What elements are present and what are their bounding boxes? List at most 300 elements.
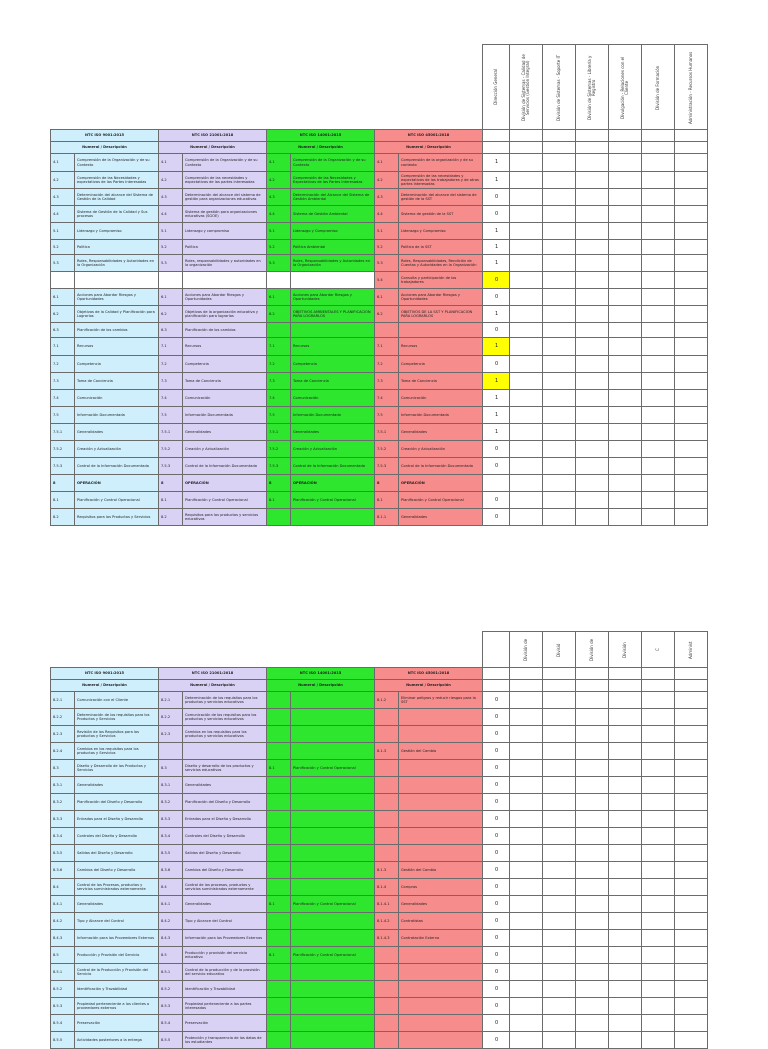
division-cell[interactable] xyxy=(543,306,576,323)
division-cell[interactable] xyxy=(576,154,609,172)
division-cell[interactable] xyxy=(510,338,543,356)
division-cell[interactable] xyxy=(675,692,708,709)
division-cell[interactable] xyxy=(543,845,576,862)
division-cell[interactable] xyxy=(609,879,642,896)
division-cell[interactable] xyxy=(675,913,708,930)
division-cell[interactable] xyxy=(642,338,675,356)
division-cell[interactable] xyxy=(609,913,642,930)
division-cell[interactable] xyxy=(576,930,609,947)
dg-value-cell[interactable] xyxy=(483,475,510,492)
division-cell[interactable] xyxy=(675,306,708,323)
division-cell[interactable] xyxy=(576,373,609,390)
division-cell[interactable] xyxy=(510,189,543,206)
division-cell[interactable] xyxy=(642,154,675,172)
division-cell[interactable] xyxy=(576,272,609,289)
dg-value-cell[interactable] xyxy=(483,709,510,726)
division-cell[interactable] xyxy=(510,373,543,390)
division-cell[interactable] xyxy=(642,323,675,338)
division-cell[interactable] xyxy=(576,998,609,1015)
division-cell[interactable] xyxy=(609,338,642,356)
dg-value-cell[interactable] xyxy=(483,223,510,240)
division-cell[interactable] xyxy=(642,206,675,223)
division-cell[interactable] xyxy=(543,862,576,879)
division-cell[interactable] xyxy=(675,1032,708,1049)
division-cell[interactable] xyxy=(675,760,708,777)
dg-value-cell[interactable] xyxy=(483,1015,510,1032)
division-cell[interactable] xyxy=(543,475,576,492)
division-cell[interactable] xyxy=(675,709,708,726)
division-cell[interactable] xyxy=(510,845,543,862)
division-cell[interactable] xyxy=(609,726,642,743)
division-cell[interactable] xyxy=(510,1032,543,1049)
division-cell[interactable] xyxy=(675,964,708,981)
division-cell[interactable] xyxy=(675,879,708,896)
division-cell[interactable] xyxy=(576,172,609,189)
division-cell[interactable] xyxy=(675,206,708,223)
division-cell[interactable] xyxy=(675,272,708,289)
division-cell[interactable] xyxy=(675,981,708,998)
dg-value-cell[interactable] xyxy=(483,424,510,441)
division-cell[interactable] xyxy=(510,811,543,828)
division-cell[interactable] xyxy=(609,206,642,223)
division-cell[interactable] xyxy=(642,272,675,289)
division-cell[interactable] xyxy=(642,289,675,306)
division-cell[interactable] xyxy=(543,272,576,289)
dg-value-cell[interactable] xyxy=(483,289,510,306)
division-cell[interactable] xyxy=(576,1015,609,1032)
division-cell[interactable] xyxy=(642,172,675,189)
division-cell[interactable] xyxy=(576,475,609,492)
division-cell[interactable] xyxy=(510,424,543,441)
division-cell[interactable] xyxy=(609,760,642,777)
division-cell[interactable] xyxy=(510,777,543,794)
division-cell[interactable] xyxy=(609,947,642,964)
division-cell[interactable] xyxy=(609,692,642,709)
division-cell[interactable] xyxy=(510,692,543,709)
division-cell[interactable] xyxy=(642,692,675,709)
division-cell[interactable] xyxy=(675,828,708,845)
division-cell[interactable] xyxy=(642,306,675,323)
division-cell[interactable] xyxy=(543,441,576,458)
division-cell[interactable] xyxy=(543,709,576,726)
division-cell[interactable] xyxy=(609,223,642,240)
division-cell[interactable] xyxy=(543,913,576,930)
division-cell[interactable] xyxy=(609,272,642,289)
division-cell[interactable] xyxy=(642,458,675,475)
division-cell[interactable] xyxy=(642,709,675,726)
division-cell[interactable] xyxy=(675,441,708,458)
division-cell[interactable] xyxy=(543,726,576,743)
division-cell[interactable] xyxy=(642,475,675,492)
division-cell[interactable] xyxy=(609,743,642,760)
division-cell[interactable] xyxy=(675,240,708,255)
division-cell[interactable] xyxy=(510,206,543,223)
dg-value-cell[interactable] xyxy=(483,255,510,272)
division-cell[interactable] xyxy=(642,223,675,240)
division-cell[interactable] xyxy=(576,709,609,726)
division-cell[interactable] xyxy=(609,154,642,172)
division-cell[interactable] xyxy=(675,811,708,828)
dg-value-cell[interactable] xyxy=(483,930,510,947)
division-cell[interactable] xyxy=(642,240,675,255)
dg-value-cell[interactable] xyxy=(483,743,510,760)
division-cell[interactable] xyxy=(510,862,543,879)
division-cell[interactable] xyxy=(675,373,708,390)
division-cell[interactable] xyxy=(675,794,708,811)
division-cell[interactable] xyxy=(642,777,675,794)
division-cell[interactable] xyxy=(510,896,543,913)
division-cell[interactable] xyxy=(609,1015,642,1032)
division-cell[interactable] xyxy=(543,981,576,998)
dg-value-cell[interactable] xyxy=(483,845,510,862)
division-cell[interactable] xyxy=(642,811,675,828)
division-cell[interactable] xyxy=(609,896,642,913)
division-cell[interactable] xyxy=(642,913,675,930)
division-cell[interactable] xyxy=(675,458,708,475)
division-cell[interactable] xyxy=(576,458,609,475)
division-cell[interactable] xyxy=(543,323,576,338)
dg-value-cell[interactable] xyxy=(483,1032,510,1049)
division-cell[interactable] xyxy=(510,356,543,373)
division-cell[interactable] xyxy=(609,981,642,998)
dg-value-cell[interactable] xyxy=(483,896,510,913)
division-cell[interactable] xyxy=(510,407,543,424)
dg-value-cell[interactable] xyxy=(483,947,510,964)
division-cell[interactable] xyxy=(576,189,609,206)
division-cell[interactable] xyxy=(576,206,609,223)
division-cell[interactable] xyxy=(609,930,642,947)
dg-value-cell[interactable] xyxy=(483,356,510,373)
dg-value-cell[interactable] xyxy=(483,206,510,223)
dg-value-cell[interactable] xyxy=(483,981,510,998)
division-cell[interactable] xyxy=(510,289,543,306)
dg-value-cell[interactable] xyxy=(483,272,510,289)
division-cell[interactable] xyxy=(576,862,609,879)
dg-value-cell[interactable] xyxy=(483,777,510,794)
division-cell[interactable] xyxy=(543,373,576,390)
division-cell[interactable] xyxy=(642,492,675,509)
division-cell[interactable] xyxy=(675,390,708,407)
division-cell[interactable] xyxy=(543,424,576,441)
division-cell[interactable] xyxy=(576,896,609,913)
dg-value-cell[interactable] xyxy=(483,458,510,475)
dg-value-cell[interactable] xyxy=(483,828,510,845)
division-cell[interactable] xyxy=(510,492,543,509)
division-cell[interactable] xyxy=(642,862,675,879)
division-cell[interactable] xyxy=(576,323,609,338)
dg-value-cell[interactable] xyxy=(483,794,510,811)
division-cell[interactable] xyxy=(609,373,642,390)
division-cell[interactable] xyxy=(543,828,576,845)
division-cell[interactable] xyxy=(609,709,642,726)
division-cell[interactable] xyxy=(576,760,609,777)
division-cell[interactable] xyxy=(675,777,708,794)
division-cell[interactable] xyxy=(576,306,609,323)
division-cell[interactable] xyxy=(543,964,576,981)
division-cell[interactable] xyxy=(609,998,642,1015)
division-cell[interactable] xyxy=(543,811,576,828)
division-cell[interactable] xyxy=(642,947,675,964)
division-cell[interactable] xyxy=(510,709,543,726)
division-cell[interactable] xyxy=(576,828,609,845)
division-cell[interactable] xyxy=(609,441,642,458)
division-cell[interactable] xyxy=(675,862,708,879)
division-cell[interactable] xyxy=(543,794,576,811)
division-cell[interactable] xyxy=(609,424,642,441)
division-cell[interactable] xyxy=(675,743,708,760)
dg-value-cell[interactable] xyxy=(483,172,510,189)
division-cell[interactable] xyxy=(510,154,543,172)
division-cell[interactable] xyxy=(642,390,675,407)
division-cell[interactable] xyxy=(576,879,609,896)
division-cell[interactable] xyxy=(609,492,642,509)
division-cell[interactable] xyxy=(576,223,609,240)
division-cell[interactable] xyxy=(576,726,609,743)
division-cell[interactable] xyxy=(642,998,675,1015)
dg-value-cell[interactable] xyxy=(483,407,510,424)
division-cell[interactable] xyxy=(642,726,675,743)
division-cell[interactable] xyxy=(675,255,708,272)
dg-value-cell[interactable] xyxy=(483,189,510,206)
division-cell[interactable] xyxy=(510,998,543,1015)
division-cell[interactable] xyxy=(675,424,708,441)
division-cell[interactable] xyxy=(675,338,708,356)
division-cell[interactable] xyxy=(576,845,609,862)
division-cell[interactable] xyxy=(543,289,576,306)
division-cell[interactable] xyxy=(543,407,576,424)
division-cell[interactable] xyxy=(510,930,543,947)
division-cell[interactable] xyxy=(675,845,708,862)
division-cell[interactable] xyxy=(543,458,576,475)
division-cell[interactable] xyxy=(576,492,609,509)
division-cell[interactable] xyxy=(576,240,609,255)
division-cell[interactable] xyxy=(675,323,708,338)
division-cell[interactable] xyxy=(510,743,543,760)
dg-value-cell[interactable] xyxy=(483,373,510,390)
division-cell[interactable] xyxy=(675,475,708,492)
division-cell[interactable] xyxy=(510,726,543,743)
dg-value-cell[interactable] xyxy=(483,240,510,255)
division-cell[interactable] xyxy=(576,509,609,526)
division-cell[interactable] xyxy=(609,964,642,981)
division-cell[interactable] xyxy=(642,1015,675,1032)
division-cell[interactable] xyxy=(576,947,609,964)
division-cell[interactable] xyxy=(642,424,675,441)
division-cell[interactable] xyxy=(642,1032,675,1049)
division-cell[interactable] xyxy=(675,1015,708,1032)
division-cell[interactable] xyxy=(675,930,708,947)
division-cell[interactable] xyxy=(510,981,543,998)
division-cell[interactable] xyxy=(510,760,543,777)
division-cell[interactable] xyxy=(543,692,576,709)
division-cell[interactable] xyxy=(510,441,543,458)
division-cell[interactable] xyxy=(576,338,609,356)
division-cell[interactable] xyxy=(510,323,543,338)
dg-value-cell[interactable] xyxy=(483,811,510,828)
division-cell[interactable] xyxy=(543,255,576,272)
division-cell[interactable] xyxy=(609,407,642,424)
division-cell[interactable] xyxy=(675,189,708,206)
division-cell[interactable] xyxy=(576,289,609,306)
division-cell[interactable] xyxy=(609,255,642,272)
division-cell[interactable] xyxy=(576,424,609,441)
dg-value-cell[interactable] xyxy=(483,913,510,930)
division-cell[interactable] xyxy=(576,356,609,373)
division-cell[interactable] xyxy=(609,323,642,338)
division-cell[interactable] xyxy=(543,879,576,896)
division-cell[interactable] xyxy=(510,828,543,845)
division-cell[interactable] xyxy=(576,390,609,407)
division-cell[interactable] xyxy=(642,845,675,862)
division-cell[interactable] xyxy=(609,172,642,189)
division-cell[interactable] xyxy=(675,492,708,509)
division-cell[interactable] xyxy=(510,255,543,272)
division-cell[interactable] xyxy=(576,743,609,760)
division-cell[interactable] xyxy=(675,998,708,1015)
division-cell[interactable] xyxy=(675,726,708,743)
division-cell[interactable] xyxy=(543,743,576,760)
division-cell[interactable] xyxy=(543,356,576,373)
division-cell[interactable] xyxy=(675,356,708,373)
division-cell[interactable] xyxy=(510,240,543,255)
division-cell[interactable] xyxy=(510,172,543,189)
division-cell[interactable] xyxy=(609,356,642,373)
division-cell[interactable] xyxy=(576,692,609,709)
division-cell[interactable] xyxy=(609,390,642,407)
division-cell[interactable] xyxy=(675,896,708,913)
division-cell[interactable] xyxy=(510,913,543,930)
division-cell[interactable] xyxy=(609,289,642,306)
division-cell[interactable] xyxy=(543,947,576,964)
division-cell[interactable] xyxy=(543,206,576,223)
dg-value-cell[interactable] xyxy=(483,441,510,458)
division-cell[interactable] xyxy=(576,811,609,828)
division-cell[interactable] xyxy=(675,289,708,306)
division-cell[interactable] xyxy=(642,373,675,390)
division-cell[interactable] xyxy=(543,492,576,509)
dg-value-cell[interactable] xyxy=(483,323,510,338)
division-cell[interactable] xyxy=(642,896,675,913)
dg-value-cell[interactable] xyxy=(483,306,510,323)
division-cell[interactable] xyxy=(576,964,609,981)
dg-value-cell[interactable] xyxy=(483,998,510,1015)
division-cell[interactable] xyxy=(642,743,675,760)
dg-value-cell[interactable] xyxy=(483,964,510,981)
division-cell[interactable] xyxy=(609,794,642,811)
division-cell[interactable] xyxy=(576,913,609,930)
dg-value-cell[interactable] xyxy=(483,390,510,407)
division-cell[interactable] xyxy=(543,509,576,526)
division-cell[interactable] xyxy=(543,998,576,1015)
division-cell[interactable] xyxy=(609,828,642,845)
division-cell[interactable] xyxy=(642,509,675,526)
division-cell[interactable] xyxy=(609,306,642,323)
division-cell[interactable] xyxy=(609,1032,642,1049)
division-cell[interactable] xyxy=(576,441,609,458)
dg-value-cell[interactable] xyxy=(483,154,510,172)
division-cell[interactable] xyxy=(510,223,543,240)
division-cell[interactable] xyxy=(543,338,576,356)
division-cell[interactable] xyxy=(543,930,576,947)
division-cell[interactable] xyxy=(510,1015,543,1032)
division-cell[interactable] xyxy=(543,240,576,255)
division-cell[interactable] xyxy=(543,223,576,240)
dg-value-cell[interactable] xyxy=(483,726,510,743)
division-cell[interactable] xyxy=(543,777,576,794)
division-cell[interactable] xyxy=(642,794,675,811)
division-cell[interactable] xyxy=(510,509,543,526)
dg-value-cell[interactable] xyxy=(483,760,510,777)
division-cell[interactable] xyxy=(642,189,675,206)
division-cell[interactable] xyxy=(543,760,576,777)
division-cell[interactable] xyxy=(576,981,609,998)
division-cell[interactable] xyxy=(510,879,543,896)
division-cell[interactable] xyxy=(510,794,543,811)
division-cell[interactable] xyxy=(675,407,708,424)
division-cell[interactable] xyxy=(609,509,642,526)
division-cell[interactable] xyxy=(543,1015,576,1032)
dg-value-cell[interactable] xyxy=(483,879,510,896)
division-cell[interactable] xyxy=(675,154,708,172)
dg-value-cell[interactable] xyxy=(483,692,510,709)
division-cell[interactable] xyxy=(675,947,708,964)
division-cell[interactable] xyxy=(576,777,609,794)
division-cell[interactable] xyxy=(609,475,642,492)
division-cell[interactable] xyxy=(576,794,609,811)
division-cell[interactable] xyxy=(510,272,543,289)
division-cell[interactable] xyxy=(642,760,675,777)
division-cell[interactable] xyxy=(510,475,543,492)
division-cell[interactable] xyxy=(675,172,708,189)
division-cell[interactable] xyxy=(675,509,708,526)
division-cell[interactable] xyxy=(642,407,675,424)
division-cell[interactable] xyxy=(642,356,675,373)
dg-value-cell[interactable] xyxy=(483,862,510,879)
division-cell[interactable] xyxy=(642,964,675,981)
division-cell[interactable] xyxy=(642,879,675,896)
division-cell[interactable] xyxy=(543,154,576,172)
division-cell[interactable] xyxy=(609,189,642,206)
division-cell[interactable] xyxy=(510,947,543,964)
division-cell[interactable] xyxy=(543,189,576,206)
division-cell[interactable] xyxy=(642,828,675,845)
division-cell[interactable] xyxy=(510,964,543,981)
division-cell[interactable] xyxy=(576,407,609,424)
division-cell[interactable] xyxy=(642,930,675,947)
dg-value-cell[interactable] xyxy=(483,509,510,526)
division-cell[interactable] xyxy=(609,777,642,794)
division-cell[interactable] xyxy=(642,255,675,272)
dg-value-cell[interactable] xyxy=(483,492,510,509)
division-cell[interactable] xyxy=(543,896,576,913)
division-cell[interactable] xyxy=(642,441,675,458)
division-cell[interactable] xyxy=(543,1032,576,1049)
division-cell[interactable] xyxy=(609,862,642,879)
division-cell[interactable] xyxy=(543,172,576,189)
division-cell[interactable] xyxy=(642,981,675,998)
division-cell[interactable] xyxy=(510,458,543,475)
division-cell[interactable] xyxy=(609,845,642,862)
division-cell[interactable] xyxy=(675,223,708,240)
division-cell[interactable] xyxy=(543,390,576,407)
division-cell[interactable] xyxy=(609,240,642,255)
division-cell[interactable] xyxy=(609,811,642,828)
division-cell[interactable] xyxy=(609,458,642,475)
dg-value-cell[interactable] xyxy=(483,338,510,356)
division-cell[interactable] xyxy=(510,306,543,323)
division-cell[interactable] xyxy=(576,1032,609,1049)
division-cell[interactable] xyxy=(510,390,543,407)
